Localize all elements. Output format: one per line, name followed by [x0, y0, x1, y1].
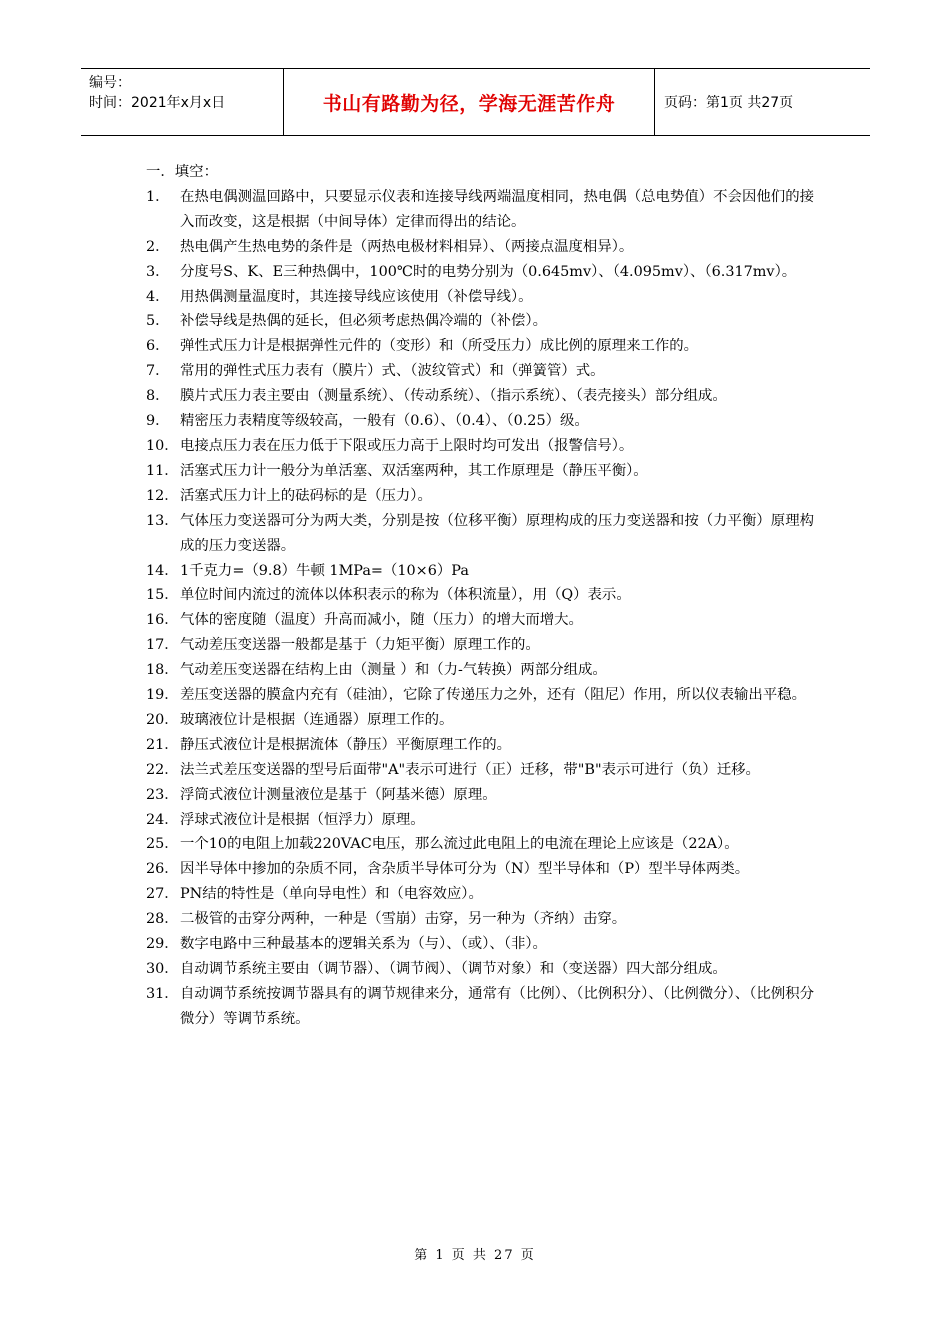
- question-number: 27．: [146, 886, 179, 903]
- header-page-info: 页码：第1页 共27页: [664, 95, 794, 111]
- question-item: [146, 434, 814, 459]
- question-item: [146, 608, 814, 633]
- question-text: 静压式液位计是根据流体（静压）平衡原理工作的。: [180, 736, 511, 753]
- question-item: [146, 359, 814, 384]
- question-number: 23．: [146, 786, 179, 803]
- question-item: [146, 509, 814, 559]
- question-text: 玻璃液位计是根据（连通器）原理工作的。: [180, 711, 454, 728]
- question-item: [146, 309, 814, 334]
- question-number: 12．: [146, 487, 179, 504]
- page-footer: 第 1 页 共 27 页: [414, 1248, 536, 1263]
- question-number: 7．: [146, 363, 170, 380]
- question-item: [146, 409, 814, 434]
- header-motto: 书山有路勤为径，学海无涯苦作舟: [322, 92, 616, 115]
- question-text: 一个10的电阻上加载220VAC电压，那么流过此电阻上的电流在理论上应该是（22A）。: [180, 836, 739, 853]
- question-number: 26．: [146, 861, 179, 878]
- question-item: [146, 808, 814, 833]
- question-item: [146, 733, 814, 758]
- header-meta: [81, 69, 283, 135]
- question-item: [146, 882, 814, 907]
- question-number: 31．: [146, 985, 179, 1002]
- question-number: 20．: [146, 711, 179, 728]
- doc-id-label: 编号：: [89, 75, 131, 91]
- question-text: 因半导体中掺加的杂质不同，含杂质半导体可分为（N）型半导体和（P）型半导体两类。: [180, 861, 750, 878]
- page-header: [81, 68, 870, 136]
- header-motto-cell: [283, 69, 655, 135]
- question-item: [146, 459, 814, 484]
- question-item: [146, 783, 814, 808]
- question-text: 单位时间内流过的流体以体积表示的称为（体积流量），用（Q）表示。: [180, 587, 631, 604]
- question-item: [146, 384, 814, 409]
- question-text: 气体的密度随（温度）升高而减小，随（压力）的增大而增大。: [180, 612, 583, 629]
- question-number: 22．: [146, 761, 179, 778]
- question-item: [146, 185, 814, 235]
- question-item: [146, 334, 814, 359]
- question-item: [146, 683, 814, 708]
- question-item: [146, 982, 814, 1032]
- question-text: 数字电路中三种最基本的逻辑关系为（与）、（或）、（非）。: [180, 936, 547, 953]
- question-number: 3．: [146, 263, 170, 280]
- question-text: 电接点压力表在压力低于下限或压力高于上限时均可发出（报警信号）。: [180, 437, 634, 454]
- question-text: 浮筒式液位计测量液位是基于（阿基米德）原理。: [180, 786, 497, 803]
- question-text: 膜片式压力表主要由（测量系统）、（传动系统）、（指示系统）、（表壳接头）部分组成。: [180, 388, 727, 405]
- question-number: 4．: [146, 288, 170, 305]
- question-text: 在热电偶测温回路中，只要显示仪表和连接导线两端温度相同，热电偶（总电势值）不会因他们的接入而改变，这是根据（中间导体）定律而得出的结论。: [180, 188, 814, 230]
- question-item: [146, 857, 814, 882]
- question-number: 14．: [146, 562, 179, 579]
- question-number: 29．: [146, 936, 179, 953]
- question-text: 热电偶产生热电势的条件是（两热电极材料相异）、（两接点温度相异）。: [180, 238, 634, 255]
- header-page-info-cell: [655, 69, 870, 135]
- question-number: 17．: [146, 637, 179, 654]
- question-text: 自动调节系统主要由（调节器）、（调节阀）、（调节对象）和（变送器）四大部分组成。: [180, 961, 727, 977]
- question-item: [146, 708, 814, 733]
- question-text: 气动差压变送器在结构上由（测量 ）和（力-气转换）两部分组成。: [180, 662, 607, 679]
- question-number: 25．: [146, 836, 179, 853]
- question-number: 18．: [146, 662, 179, 679]
- question-number: 10．: [146, 437, 179, 454]
- question-number: 9．: [146, 413, 170, 430]
- question-number: 30．: [146, 961, 179, 977]
- question-number: 1．: [146, 188, 170, 205]
- question-text: 浮球式液位计是根据（恒浮力）原理。: [180, 811, 425, 828]
- question-number: 6．: [146, 338, 170, 355]
- question-number: 24．: [146, 811, 179, 828]
- question-number: 21．: [146, 736, 179, 753]
- question-item: [146, 235, 814, 260]
- question-text: 常用的弹性式压力表有（膜片）式、（波纹管式）和（弹簧管）式。: [180, 363, 605, 380]
- question-number: 16．: [146, 612, 179, 629]
- question-item: [146, 633, 814, 658]
- question-text: 1千克力=（9.8）牛顿 1MPa=（10×6）Pa: [180, 562, 469, 579]
- question-text: 弹性式压力计是根据弹性元件的（变形）和（所受压力）成比例的原理来工作的。: [180, 338, 699, 355]
- question-text: 补偿导线是热偶的延长，但必须考虑热偶冷端的（补偿）。: [180, 313, 547, 330]
- question-item: [146, 907, 814, 932]
- question-item: [146, 559, 814, 584]
- question-item: [146, 932, 814, 957]
- question-item: [146, 583, 814, 608]
- question-number: 19．: [146, 687, 179, 704]
- question-text: 差压变送器的膜盒内充有（硅油），它除了传递压力之外，还有（阻尼）作用，所以仪表输出平稳。: [180, 687, 806, 704]
- question-text: 法兰式差压变送器的型号后面带"A"表示可进行（正）迁移，带"B"表示可进行（负）迁移。: [180, 761, 760, 778]
- question-item: [146, 658, 814, 683]
- question-number: 15．: [146, 587, 179, 604]
- section-title: 一．填空：: [146, 164, 218, 180]
- question-text: PN结的特性是（单向导电性）和（电容效应）。: [180, 886, 483, 903]
- question-number: 28．: [146, 911, 179, 928]
- question-list: [146, 185, 814, 1032]
- question-text: 气动差压变送器一般都是基于（力矩平衡）原理工作的。: [180, 637, 540, 654]
- question-number: 13．: [146, 512, 179, 529]
- question-item: [146, 758, 814, 783]
- question-text: 活塞式压力计一般分为单活塞、双活塞两种，其工作原理是（静压平衡）。: [180, 462, 648, 479]
- question-text: 用热偶测量温度时，其连接导线应该使用（补偿导线）。: [180, 288, 533, 305]
- question-number: 5．: [146, 313, 170, 330]
- document-body: [146, 160, 814, 1032]
- question-text: 气体压力变送器可分为两大类，分别是按（位移平衡）原理构成的压力变送器和按（力平衡）原理构成的压力变送器。: [180, 512, 814, 554]
- question-text: 分度号S、K、E三种热偶中，100℃时的电势分别为（0.645mv）、（4.095mv）、（6.317mv）。: [180, 263, 797, 280]
- question-item: [146, 832, 814, 857]
- question-item: [146, 957, 814, 982]
- question-number: 2．: [146, 238, 170, 255]
- question-text: 二极管的击穿分两种，一种是（雪崩）击穿，另一种为（齐纳）击穿。: [180, 911, 627, 928]
- question-text: 精密压力表精度等级较高，一般有（0.6）、（0.4）、（0.25）级。: [180, 413, 589, 430]
- question-item: [146, 260, 814, 285]
- question-number: 8．: [146, 388, 170, 405]
- question-item: [146, 285, 814, 310]
- question-item: [146, 484, 814, 509]
- doc-time-label: 时间：2021年x月x日: [89, 95, 226, 111]
- question-text: 自动调节系统按调节器具有的调节规律来分，通常有（比例）、（比例积分）、（比例微分）、（比例积分微分）等调节系统。: [180, 985, 814, 1027]
- question-number: 11．: [146, 462, 179, 479]
- question-text: 活塞式压力计上的砝码标的是（压力）。: [180, 487, 432, 504]
